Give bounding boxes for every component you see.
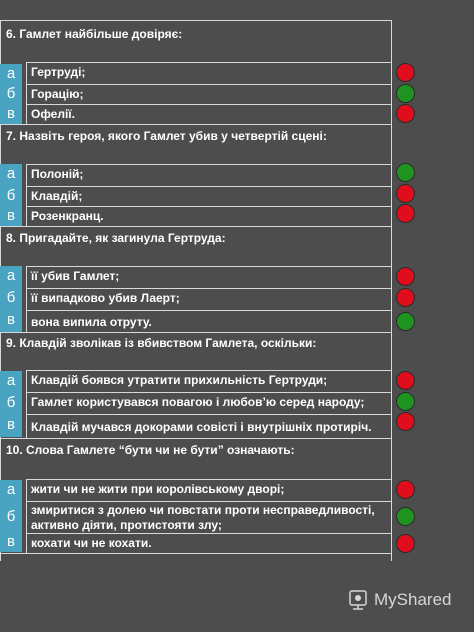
option-letter-b: б xyxy=(0,502,22,532)
answer-option[interactable]: Горацію; xyxy=(26,84,392,104)
question-8: 8. Пригадайте, як загинула Гертруда: xyxy=(6,231,226,245)
answer-option[interactable]: її убив Гамлет; xyxy=(26,266,392,288)
answer-option[interactable]: її випадково убив Лаерт; xyxy=(26,288,392,310)
question-10: 10. Слова Гамлете “бути чи не бути” означають: xyxy=(6,443,295,457)
answer-option[interactable]: жити чи не жити при королівському дворі; xyxy=(26,479,392,501)
row-divider xyxy=(0,553,392,554)
option-letter-b: б xyxy=(0,186,22,206)
wrong-indicator xyxy=(396,412,415,431)
option-letter-b: б xyxy=(0,288,22,310)
row-divider xyxy=(0,332,392,333)
wrong-indicator xyxy=(396,63,415,82)
wrong-indicator xyxy=(396,104,415,123)
wrong-indicator xyxy=(396,184,415,203)
wrong-indicator xyxy=(396,204,415,223)
answer-option[interactable]: Гамлет користувався повагою і любов’ю серед народу; xyxy=(26,392,392,414)
answer-option[interactable]: Клавдій боявся утратити прихильність Гертруди; xyxy=(26,370,392,392)
correct-indicator xyxy=(396,392,415,411)
answer-option[interactable]: Офелії. xyxy=(26,104,392,124)
table-top-border xyxy=(0,20,392,21)
option-letter-c: в xyxy=(0,415,22,437)
question-6: 6. Гамлет найбільше довіряє: xyxy=(6,27,183,41)
option-letter-b: б xyxy=(0,84,22,104)
row-divider xyxy=(0,124,392,125)
answer-option[interactable]: Полоній; xyxy=(26,164,392,186)
correct-indicator xyxy=(396,312,415,331)
answer-option[interactable]: Гертруді; xyxy=(26,62,392,84)
answer-option[interactable]: Клавдій; xyxy=(26,186,392,206)
watermark-text: MyShared xyxy=(374,590,452,609)
answer-option[interactable]: вона випила отруту. xyxy=(26,310,392,332)
option-letter-a: а xyxy=(0,164,22,186)
wrong-indicator xyxy=(396,534,415,553)
myshared-logo-icon xyxy=(347,588,369,610)
wrong-indicator xyxy=(396,371,415,390)
option-letter-c: в xyxy=(0,310,22,332)
answer-option[interactable]: змиритися з долею чи повстати проти несправедливості, активно діяти, протистояти злу; xyxy=(26,501,392,533)
answer-option[interactable]: кохати чи не кохати. xyxy=(26,533,392,553)
wrong-indicator xyxy=(396,288,415,307)
wrong-indicator xyxy=(396,480,415,499)
option-letter-a: а xyxy=(0,266,22,288)
wrong-indicator xyxy=(396,267,415,286)
option-letter-b: б xyxy=(0,393,22,415)
option-letter-c: в xyxy=(0,104,22,124)
correct-indicator xyxy=(396,84,415,103)
correct-indicator xyxy=(396,507,415,526)
option-letter-a: а xyxy=(0,480,22,502)
option-letter-a: а xyxy=(0,371,22,393)
answer-option[interactable]: Розенкранц. xyxy=(26,206,392,226)
question-7: 7. Назвіть героя, якого Гамлет убив у четвертій сцені: xyxy=(6,129,327,143)
option-letter-c: в xyxy=(0,206,22,226)
correct-indicator xyxy=(396,163,415,182)
row-divider xyxy=(0,438,392,439)
question-9: 9. Клавдій зволікав із вбивством Гамлета, оскільки: xyxy=(6,336,317,350)
answer-option[interactable]: Клавдій мучався докорами совісті і внутрішніх протиріч. xyxy=(26,414,392,438)
option-letter-c: в xyxy=(0,532,22,552)
row-divider xyxy=(0,226,392,227)
option-letter-a: а xyxy=(0,64,22,84)
